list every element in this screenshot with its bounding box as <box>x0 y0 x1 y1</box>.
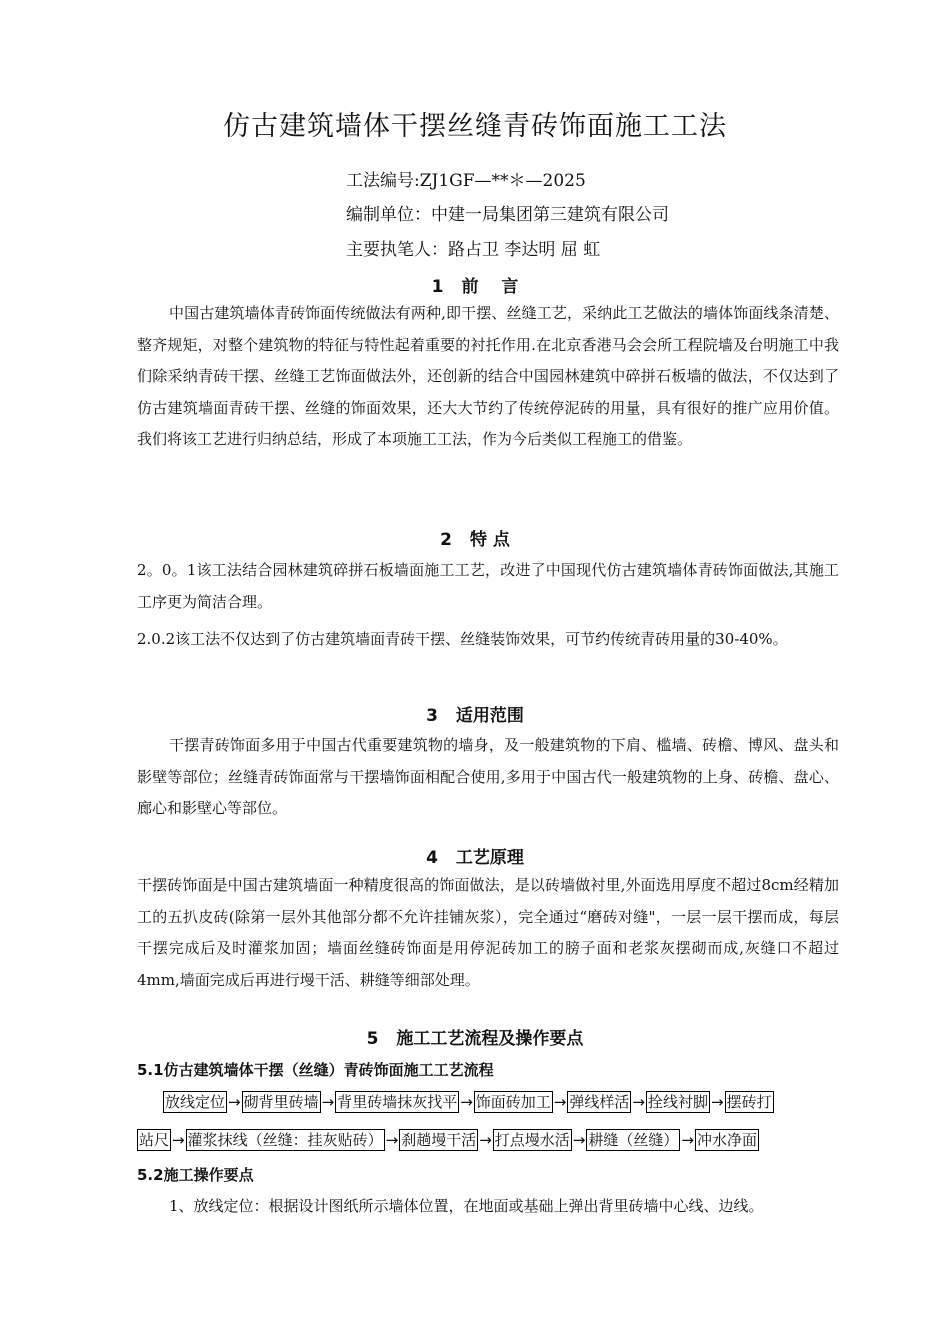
flow-step: 摆砖打 <box>726 1093 772 1111</box>
flow-arrow-icon: → <box>710 1093 724 1111</box>
flow-arrow-icon: → <box>553 1093 567 1111</box>
section-title: 适用范围 <box>455 706 524 726</box>
flow-step: 刹趟墁干活 <box>401 1131 477 1149</box>
document-title: 仿古建筑墙体干摆丝缝青砖饰面施工工法 <box>223 111 727 142</box>
principle-paragraph: 干摆砖饰面是中国古建筑墙面一种精度很高的饰面做法，是以砖墙做衬里,外面选用厚度不超过8cm经精加工的五扒皮砖(除第一层外其他部分都不允许挂铺灰浆），完全通过“磨砖对缝"，一层一层干摆而成，每层干摆完成后及时灌浆加固；墙面丝缝砖饰面是用停泥砖加工的膀子面和老浆灰摆砌而成,灰缝口不超过4mm,墙面完成后再进行墁干活、耕缝等细部处理。 <box>137 876 839 989</box>
main-authors: 主要执笔人：路占卫 李达明 屈 虹 <box>346 240 601 260</box>
section-number: 2 <box>440 530 452 550</box>
flow-arrow-icon: → <box>460 1093 473 1111</box>
section-title: 特 点 <box>469 530 510 550</box>
process-flow-row-1 <box>163 1091 774 1113</box>
section-title: 前 言 <box>461 277 519 297</box>
section-2-heading <box>0 525 950 550</box>
method-code: 工法编号:ZJ1GF—**＊—2025 <box>346 171 586 191</box>
scope-paragraph: 干摆青砖饰面多用于中国古代重要建筑物的墙身，及一般建筑物的下肩、槛墙、砖檐、博风、盘头和影壁等部位；丝缝青砖饰面常与干摆墙饰面相配合使用,多用于中国古代一般建筑物的上身、砖檐、盘心、廊心和影壁心等部位。 <box>137 736 839 817</box>
flow-step: 冲水净面 <box>696 1131 757 1149</box>
section-3-heading <box>0 701 950 726</box>
flow-step: 饰面砖加工 <box>475 1093 551 1111</box>
flow-step: 站尺 <box>139 1131 170 1149</box>
section-1-heading <box>0 272 950 297</box>
compiling-unit: 编制单位：中建一局集团第三建筑有限公司 <box>346 205 669 225</box>
preface-paragraph: 中国古建筑墙体青砖饰面传统做法有两种,即干摆、丝缝工艺，采纳此工艺做法的墙体饰面线条清楚、整齐规矩，对整个建筑物的特征与特性起着重要的衬托作用.在北京香港马会会所工程院墙及台明施工中我们除采纳青砖干摆、丝缝工艺饰面做法外，还创新的结合中国园林建筑中碎拼石板墙的做法，不仅达到了仿古建筑墙面青砖干摆、丝缝的饰面效果，还大大节约了传统停泥砖的用量，具有很好的推广应用价值。我们将该工艺进行归纳总结，形成了本项施工工法，作为今后类似工程施工的借鉴。 <box>137 304 839 448</box>
section-number: 4 <box>426 848 438 868</box>
flow-arrow-icon: → <box>172 1131 185 1149</box>
flow-arrow-icon: → <box>632 1093 645 1111</box>
flow-step: 耕缝（丝缝） <box>588 1131 679 1149</box>
section-number: 5 <box>366 1029 379 1049</box>
section-title: 工艺原理 <box>455 848 524 868</box>
flow-arrow-icon: → <box>572 1131 586 1149</box>
flow-arrow-icon: → <box>681 1131 694 1149</box>
section-number: 1 <box>431 277 444 297</box>
flow-step: 砌背里砖墙 <box>243 1093 319 1111</box>
section-title: 施工工艺流程及操作要点 <box>396 1029 584 1049</box>
flow-arrow-icon: → <box>321 1093 335 1111</box>
flow-step: 放线定位 <box>165 1093 226 1111</box>
flow-step: 灌浆抹线（丝缝：挂灰贴砖） <box>187 1131 383 1149</box>
flow-step: 打点墁水活 <box>494 1131 570 1149</box>
process-flow-row-2 <box>137 1129 759 1151</box>
section-4-heading <box>0 843 950 868</box>
flow-arrow-icon: → <box>385 1131 399 1149</box>
feature-item-1: 2。0。1该工法结合园林建筑碎拼石板墙面施工工艺，改进了中国现代仿古建筑墙体青砖饰面做法,其施工工序更为简洁合理。 <box>137 561 839 611</box>
feature-item-2: 2.0.2该工法不仅达到了仿古建筑墙面青砖干摆、丝缝装饰效果，可节约传统青砖用量的30-40%。 <box>137 630 788 648</box>
flow-step: 弹线样活 <box>569 1093 630 1111</box>
operation-point-1: 1、放线定位：根据设计图纸所示墙体位置，在地面或基础上弹出背里砖墙中心线、边线。 <box>169 1197 764 1215</box>
subsection-5-1-heading: 5.1仿古建筑墙体干摆（丝缝）青砖饰面施工工艺流程 <box>137 1061 494 1079</box>
flow-step: 背里砖墙抹灰找平 <box>337 1093 458 1111</box>
section-5-heading <box>0 1024 950 1049</box>
flow-step: 拴线衬脚 <box>647 1093 708 1111</box>
flow-arrow-icon: → <box>228 1093 241 1111</box>
section-number: 3 <box>426 706 438 726</box>
flow-arrow-icon: → <box>479 1131 492 1149</box>
subsection-5-2-heading: 5.2施工操作要点 <box>137 1166 254 1184</box>
